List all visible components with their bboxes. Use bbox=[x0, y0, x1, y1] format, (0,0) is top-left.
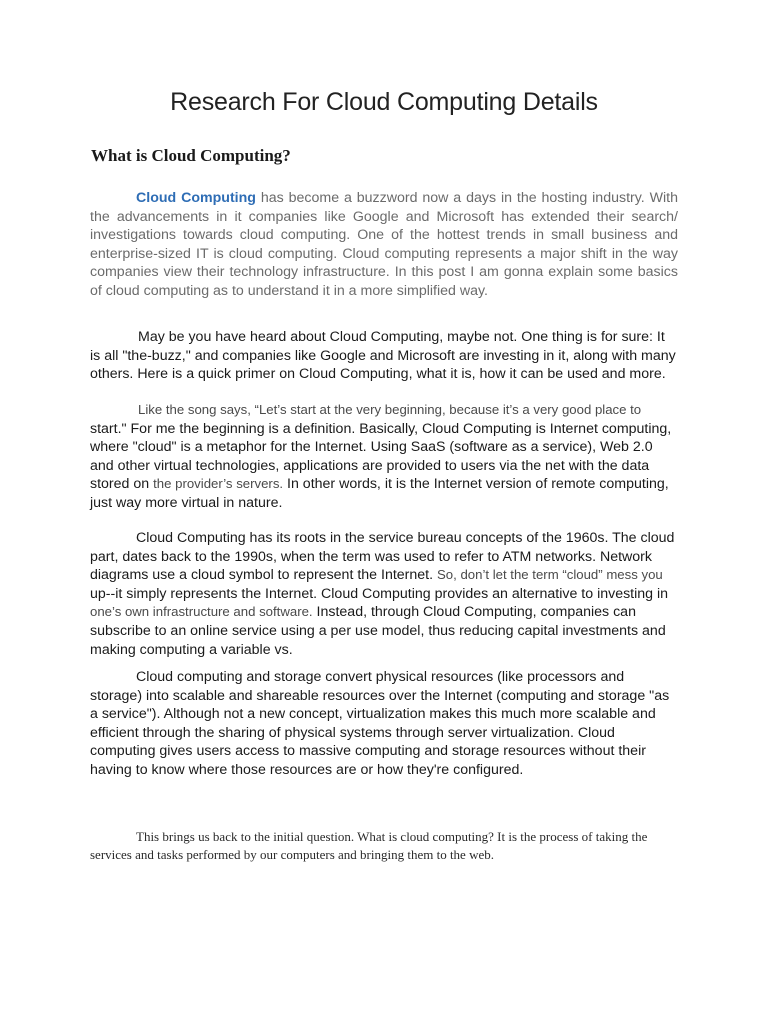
history-middle-text: up--it simply represents the Internet. Cloud Computing provides an alternative to investing in bbox=[90, 585, 669, 602]
history-text: Cloud Computing has its roots in the service bureau concepts of the 1960s. The cloud part, dates back to the 1990s, when the term was used to refer to ATM networks. Network diagrams use a cloud symbol to represent the Internet. bbox=[90, 530, 675, 584]
cloud-term-quote: So, don’t let the term “cloud” mess you bbox=[437, 567, 663, 583]
history-paragraph bbox=[90, 529, 678, 659]
provider-servers-text: the provider’s servers. bbox=[153, 476, 284, 492]
song-quote-text: Like the song says, “Let’s start at the very beginning, because it’s a very good place to bbox=[138, 402, 642, 417]
conclusion-paragraph bbox=[90, 828, 690, 864]
conclusion-text: This brings us back to the initial question. What is cloud computing? It is the process of taking the services and tasks performed by our computers and bringing them to the web. bbox=[90, 829, 648, 862]
intro-paragraph-text: has become a buzzword now a days in the hosting industry. With the advancements in it companies like Google and Microsoft has extended their search/ investigations towards cloud computing. One of the hottest trends in small business and enterprise-sized IT is cloud computing. Cloud computing represents a major shift in the way companies view their technology infrastructure. In this post I am gonna explain some basics of cloud computing as to understand it in a more simplified way. bbox=[90, 190, 678, 299]
history-end-text: Instead, through Cloud Computing, companies can subscribe to an online service using a per use model, thus reducing capital investments and making computing a variable vs. bbox=[90, 604, 666, 658]
definition-end-text: In other words, it is the Internet version of remote computing, just way more virtual in nature. bbox=[90, 476, 669, 511]
own-infrastructure-text: one’s own infrastructure and software. bbox=[90, 604, 313, 620]
definition-text: start." For me the beginning is a definition. Basically, Cloud Computing is Internet computing, where "cloud" is a metaphor for the Internet. Using SaaS (software as a service), Web 2.0 and other virtual technologies, applications are provided to users via the net with the data stored on bbox=[90, 420, 672, 493]
cloud-computing-term: Cloud Computing bbox=[136, 190, 256, 206]
storage-paragraph bbox=[90, 668, 678, 780]
document-title: Research For Cloud Computing Details bbox=[170, 88, 598, 116]
section-heading: What is Cloud Computing? bbox=[91, 146, 291, 165]
storage-text: Cloud computing and storage convert physical resources (like processors and storage) into scalable and shareable resources over the Internet (computing and storage "as a service"). Although not a new concept, virtualization makes this much more scalable and efficient through the sharing of physical systems through server virtualization. Cloud computing gives users access to massive computing and storage resources without their having to know where those resources are or how they're configured. bbox=[90, 669, 670, 778]
buzz-paragraph: May be you have heard about Cloud Computing, maybe not. One thing is for sure: It is all "the-buzz," and companies like Google and Microsoft are investing in it, along with many others. Here is a quick primer on Cloud Computing, what it is, how it can be used and more. bbox=[90, 329, 676, 383]
intro-paragraph bbox=[90, 189, 678, 301]
definition-paragraph bbox=[90, 401, 678, 513]
